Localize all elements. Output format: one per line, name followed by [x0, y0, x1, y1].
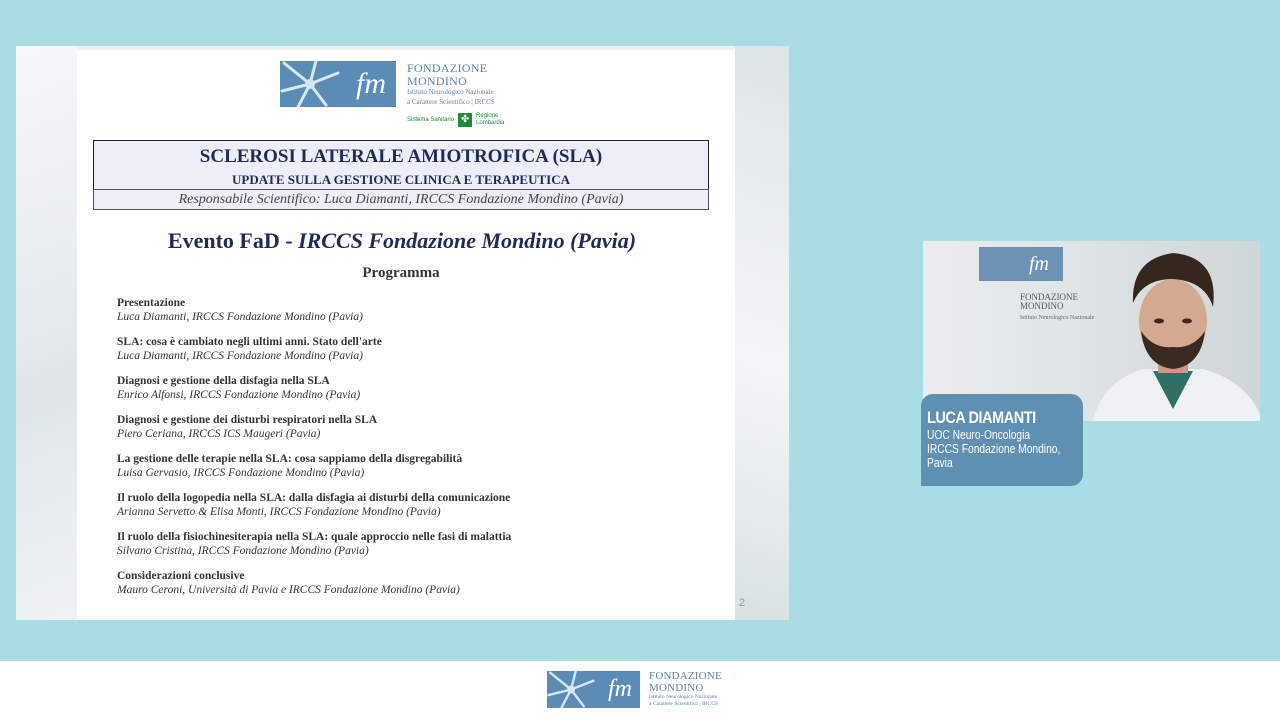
speaker-affiliation-line1: IRCCS Fondazione Mondino, [927, 442, 1061, 456]
background-sub-line1: Istituto Neurologico Nazionale [1020, 314, 1095, 321]
footer-fm-letters: fm [608, 676, 632, 702]
speaker-person-image [1073, 241, 1260, 421]
agenda-item-speaker: Arianna Servetto & Elisa Monti, IRCCS Fondazione Mondino (Pavia) [117, 506, 441, 518]
background-fm-letters: fm [1029, 252, 1049, 275]
agenda-item-title: Diagnosi e gestione della disfagia nella SLA [117, 375, 330, 387]
regione-line2: Lombardia [476, 120, 505, 126]
agenda-item [117, 491, 717, 519]
footer-sub-line1: Istituto Neurologico Nazionale [649, 694, 718, 701]
agenda-item-title: Considerazioni conclusive [117, 570, 245, 582]
background-fm-logo [979, 247, 1063, 281]
agenda-item-speaker: Mauro Ceroni, Università di Pavia e IRCCS Fondazione Mondino (Pavia) [117, 584, 460, 596]
slide-title: SCLEROSI LATERALE AMIOTROFICA (SLA) [199, 146, 603, 167]
agenda-list [117, 296, 717, 608]
slide-background-decoration-left [16, 46, 78, 620]
agenda-item-title: Il ruolo della fisiochinesiterapia nella SLA: quale approccio nelle fasi di malattia [117, 531, 512, 543]
logo-sub-line1: Istituto Neurologico Nazionale [407, 88, 494, 97]
programma-heading: Programma [362, 265, 440, 281]
agenda-item-title: Presentazione [117, 297, 186, 309]
agenda-item-speaker: Luca Diamanti, IRCCS Fondazione Mondino (Pavia) [117, 350, 363, 362]
agenda-item [117, 296, 717, 324]
agenda-item [117, 413, 717, 441]
responsabile-scientifico: Responsabile Scientifico: Luca Diamanti, IRCCS Fondazione Mondino (Pavia) [93, 189, 709, 210]
agenda-item [117, 569, 717, 597]
agenda-item-speaker: Silvano Cristina, IRCCS Fondazione Mondino (Pavia) [117, 545, 369, 557]
slide-page-number: 2 [739, 597, 746, 609]
footer-name-line1: FONDAZIONE [649, 670, 722, 683]
evento-heading [77, 228, 727, 254]
agenda-item-speaker: Piero Ceriana, IRCCS ICS Maugeri (Pavia) [117, 428, 321, 440]
sistema-sanitario-badge [407, 113, 504, 127]
agenda-item-title: Diagnosi e gestione dei disturbi respiratori nella SLA [117, 414, 378, 426]
logo-name-line1: FONDAZIONE [407, 61, 488, 76]
logo-name-line2: MONDINO [407, 73, 468, 88]
agenda-item [117, 530, 717, 558]
slide-fondazione-logo [280, 61, 495, 107]
agenda-item-speaker: Luisa Gervasio, IRCCS Fondazione Mondino (Pavia) [117, 467, 365, 479]
speaker-name: LUCA DIAMANTI [927, 408, 1036, 427]
regione-lombardia-label [476, 113, 504, 126]
evento-prefix: Evento FaD - [167, 228, 299, 253]
logo-sub-line2: a Carattere Scientifico | IRCCS [407, 97, 495, 106]
footer-fm-logo-mark [547, 671, 640, 708]
footer-fondazione-logo [547, 671, 722, 708]
agenda-item-speaker: Enrico Alfonsi, IRCCS Fondazione Mondino (Pavia) [117, 389, 361, 401]
background-name-line2: MONDINO [1020, 301, 1064, 312]
footer-logo-wordmark [649, 671, 722, 708]
sistema-sanitario-label: Sistema Sanitario [407, 117, 455, 123]
regione-lombardia-icon: ✤ [458, 113, 472, 127]
evento-institution: IRCCS Fondazione Mondino (Pavia) [298, 228, 637, 253]
speaker-affiliation-line2: Pavia [927, 456, 953, 470]
agenda-item [117, 374, 717, 402]
speaker-role: UOC Neuro-Oncologia [927, 428, 1031, 442]
speaker-name-tag [921, 394, 1083, 486]
footer-sub-line2: a Carattere Scientifico | IRCCS [649, 701, 718, 708]
neuron-star-icon [280, 61, 350, 107]
fm-logo-letters: fm [356, 67, 386, 100]
slide-title-box [93, 140, 709, 190]
footer-neuron-star-icon [547, 671, 603, 708]
logo-wordmark [407, 62, 495, 106]
regione-line1: Regione [476, 113, 499, 120]
background-name-line1: FONDAZIONE [1020, 292, 1078, 302]
slide-page [77, 50, 746, 620]
slide-background-decoration-right [735, 46, 789, 620]
agenda-item-speaker: Luca Diamanti, IRCCS Fondazione Mondino (Pavia) [117, 311, 363, 323]
agenda-item [117, 335, 717, 363]
agenda-item-title: Il ruolo della logopedia nella SLA: dalla disfagia ai disturbi della comunicazione [117, 492, 511, 504]
slide-subtitle: UPDATE SULLA GESTIONE CLINICA E TERAPEUTICA [232, 172, 570, 187]
slide-window [16, 46, 789, 620]
agenda-item-title: La gestione delle terapie nella SLA: cosa sappiamo della disgregabilità [117, 453, 463, 465]
footer-name-line2: MONDINO [649, 681, 704, 694]
fm-logo-mark [280, 61, 396, 107]
agenda-item-title: SLA: cosa è cambiato negli ultimi anni. Stato dell'arte [117, 336, 382, 348]
agenda-item [117, 452, 717, 480]
